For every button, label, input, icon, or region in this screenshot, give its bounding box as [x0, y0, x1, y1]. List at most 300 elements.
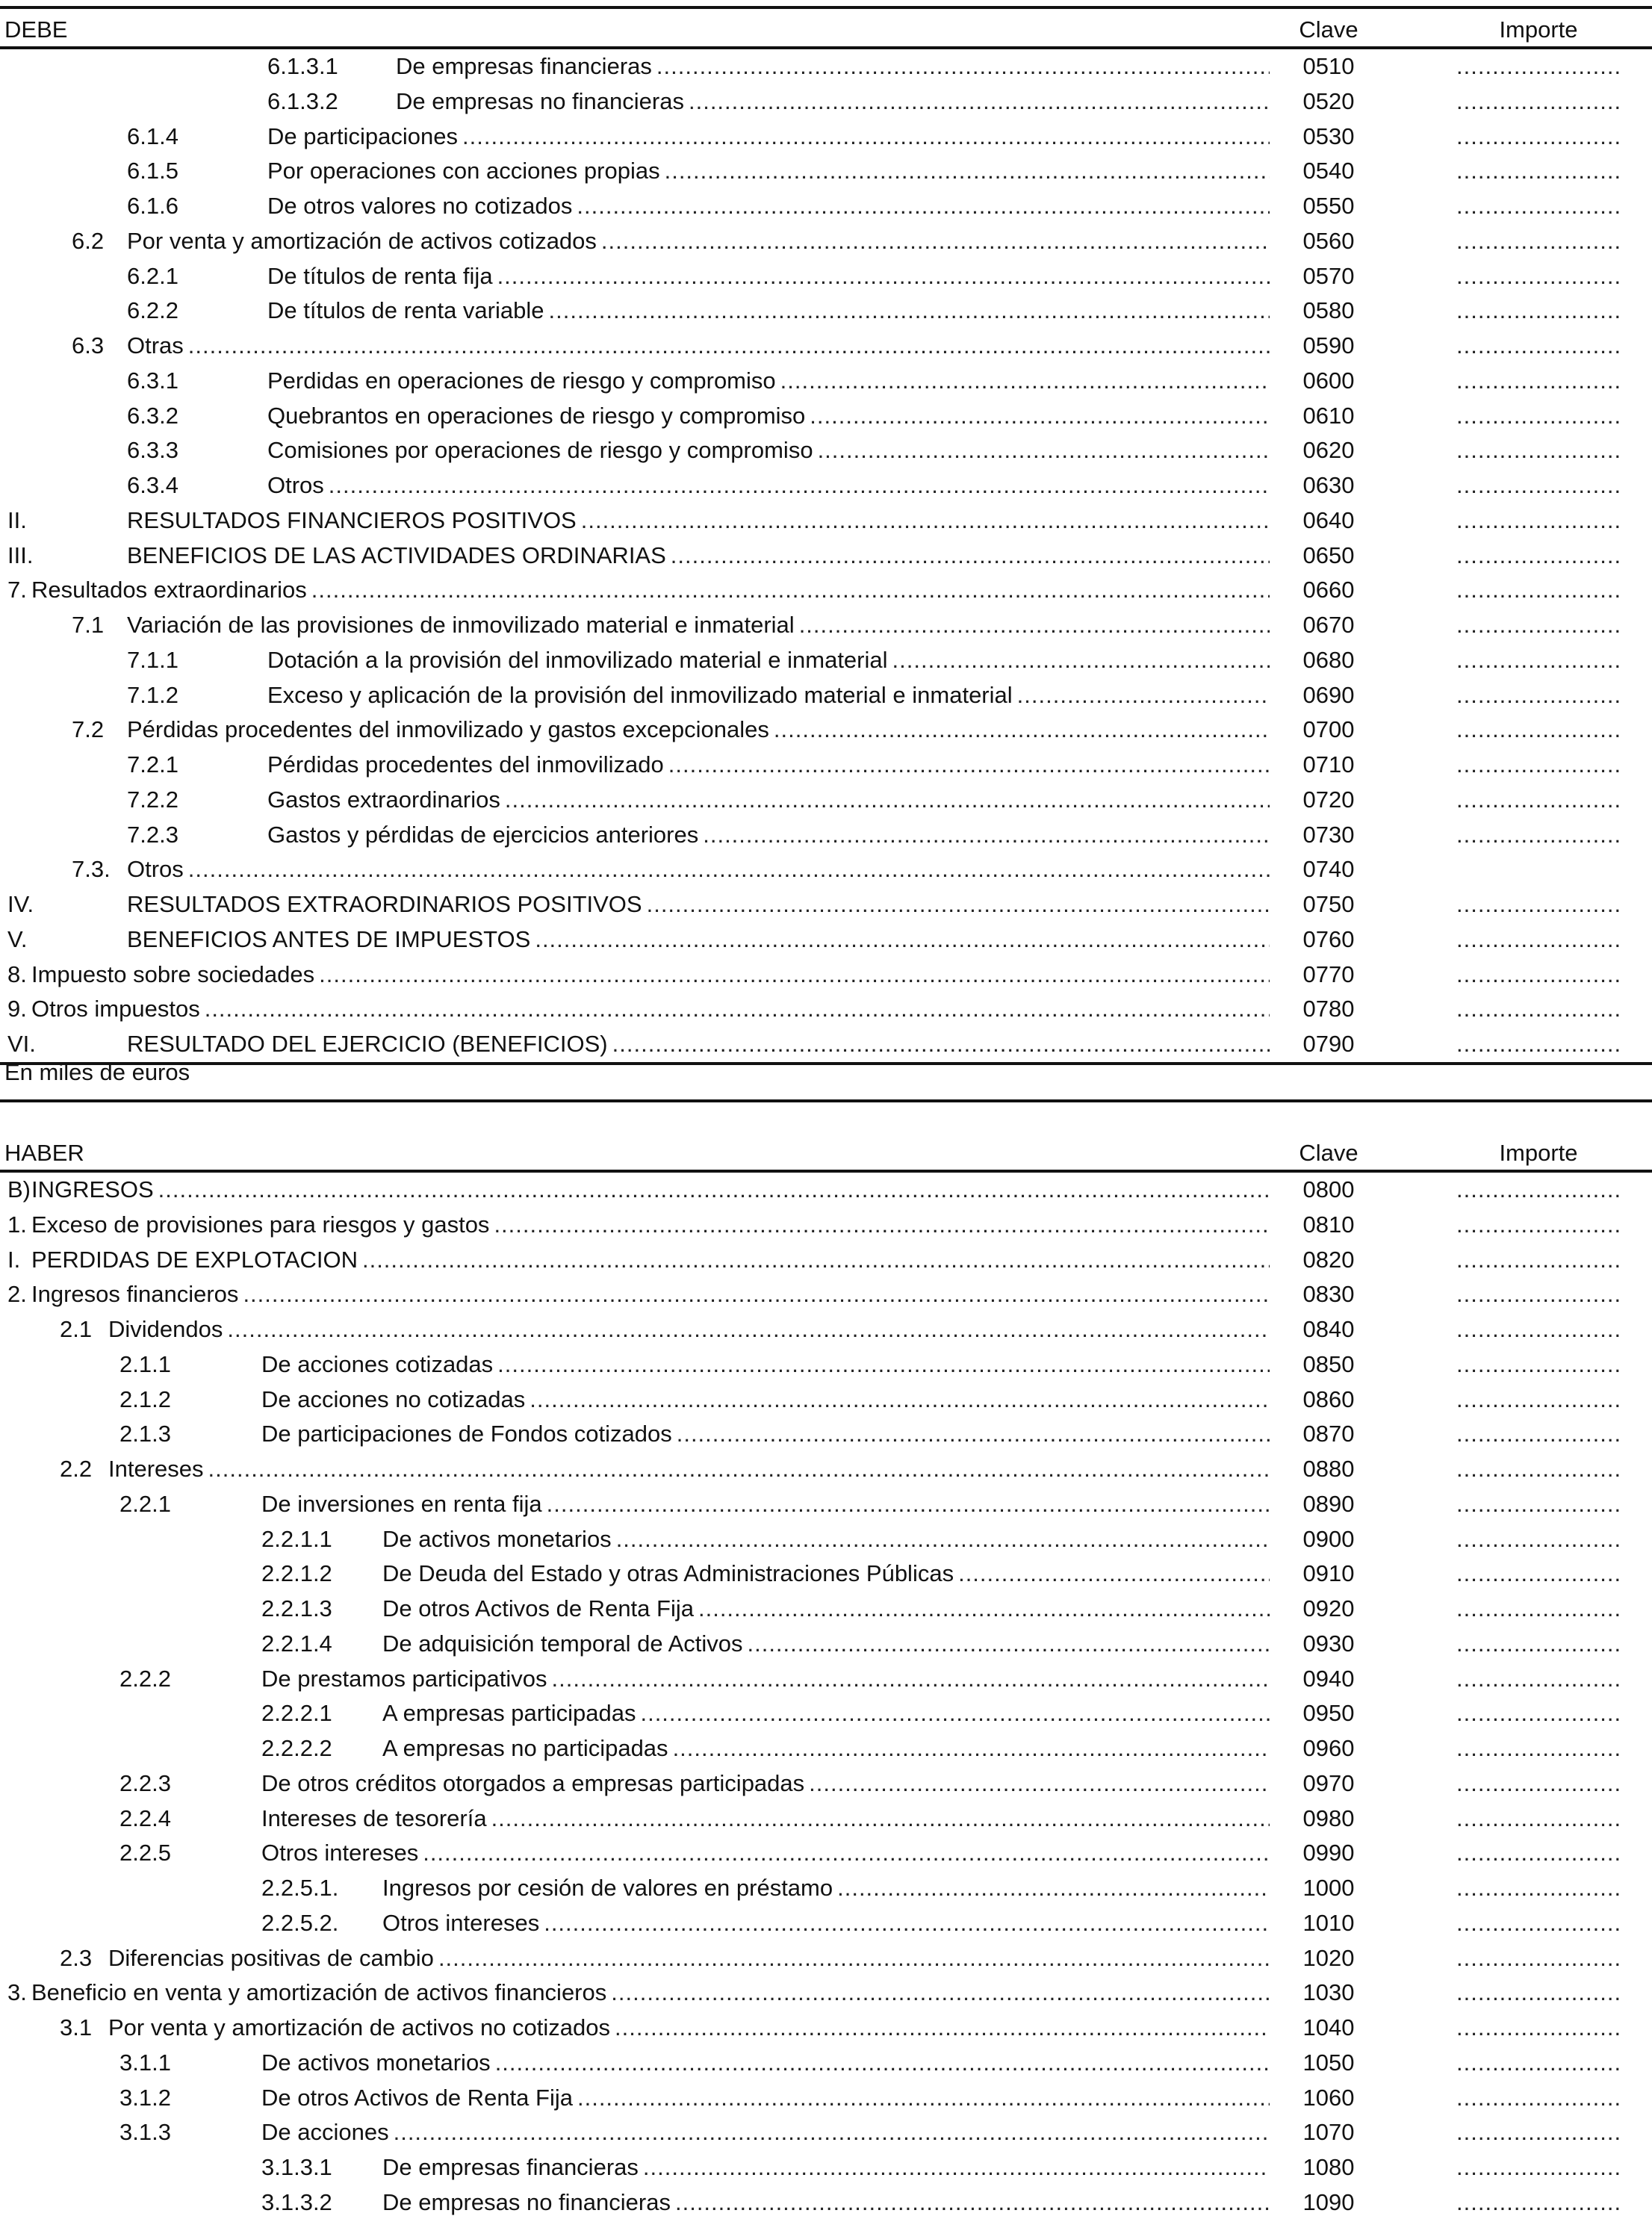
amount-field[interactable] — [1456, 2115, 1621, 2150]
row-number: 3. — [7, 1979, 27, 2006]
amount-field[interactable] — [1456, 1208, 1621, 1243]
row-label — [127, 922, 1270, 958]
row-number: 2.1.1 — [119, 1350, 171, 1377]
leader-dots — [494, 1208, 1270, 1243]
row-label-text: Otros — [127, 856, 184, 883]
table-row — [0, 2185, 1652, 2221]
amount-field[interactable] — [1456, 329, 1621, 364]
amount-field[interactable] — [1456, 468, 1621, 503]
table-row — [0, 608, 1652, 643]
leader-dots — [497, 1347, 1270, 1382]
row-label — [108, 2011, 1270, 2046]
table-row — [0, 783, 1652, 818]
row-label — [31, 1243, 1270, 1278]
row-code: 0800 — [1302, 1176, 1355, 1202]
leader-dots — [958, 1557, 1270, 1592]
leader-dots — [530, 1382, 1270, 1418]
row-label — [108, 1452, 1270, 1487]
row-code: 0740 — [1302, 856, 1355, 883]
amount-field[interactable] — [1456, 2011, 1621, 2046]
leader-dots — [809, 1766, 1270, 1802]
debe-title: DEBE — [4, 16, 68, 43]
table-row — [0, 1557, 1652, 1592]
row-number: 2.1 — [60, 1316, 93, 1342]
row-number: 7.2.1 — [127, 751, 178, 778]
leader-dots — [665, 154, 1270, 189]
leader-dots — [544, 1906, 1270, 1941]
table-row — [0, 1802, 1652, 1837]
row-label — [267, 818, 1270, 853]
row-code: 0560 — [1302, 227, 1355, 254]
row-label — [31, 958, 1270, 993]
table-row — [0, 1452, 1652, 1487]
row-code: 0700 — [1302, 716, 1355, 743]
row-label-text: Beneficio en venta y amortización de activos financieros — [31, 1979, 607, 2006]
row-code: 1050 — [1302, 2049, 1355, 2076]
row-number: 6.2.2 — [127, 297, 178, 324]
table-row — [0, 713, 1652, 748]
row-label — [382, 1871, 1270, 1906]
row-code: 0680 — [1302, 646, 1355, 673]
amount-field[interactable] — [1456, 1173, 1621, 1208]
table-row — [0, 818, 1652, 853]
row-number: 6.3 — [72, 332, 105, 359]
row-number: 2.1.3 — [119, 1421, 171, 1447]
table-row — [0, 1243, 1652, 1278]
row-label — [267, 433, 1270, 468]
amount-field[interactable] — [1456, 713, 1621, 748]
row-label-text: Otros impuestos — [31, 996, 200, 1022]
row-number: 7.3. — [72, 856, 111, 883]
leader-dots — [581, 503, 1270, 539]
row-label-text: De títulos de renta fija — [267, 262, 493, 289]
amount-field[interactable] — [1456, 958, 1621, 993]
row-label — [127, 887, 1270, 922]
row-label — [267, 294, 1270, 329]
leader-dots — [205, 992, 1270, 1027]
leader-dots — [647, 887, 1270, 922]
row-label-text: PERDIDAS DE EXPLOTACION — [31, 1246, 358, 1273]
row-number: 6.1.3.1 — [267, 53, 338, 79]
row-label-text: Diferencias positivas de cambio — [108, 1944, 434, 1971]
amount-field[interactable] — [1456, 433, 1621, 468]
row-code: 0890 — [1302, 1490, 1355, 1517]
amount-field[interactable] — [1456, 748, 1621, 783]
leader-dots — [497, 259, 1270, 294]
row-label-text: Pérdidas procedentes del inmovilizado — [267, 751, 664, 778]
row-label-text: De otros valores no cotizados — [267, 193, 573, 219]
row-label — [261, 1347, 1270, 1382]
row-code: 0930 — [1302, 1630, 1355, 1657]
table-row — [0, 1766, 1652, 1802]
row-code: 0540 — [1302, 158, 1355, 184]
row-label — [267, 399, 1270, 434]
amount-field[interactable] — [1456, 1312, 1621, 1347]
row-label-text: Por venta y amortización de activos no cotizados — [108, 2014, 611, 2041]
table-row — [0, 1731, 1652, 1766]
leader-dots — [810, 399, 1270, 434]
amount-field[interactable] — [1456, 364, 1621, 399]
row-number: 2.2.1.2 — [261, 1560, 332, 1587]
leader-dots — [438, 1941, 1270, 1976]
debe-col-importe: Importe — [1499, 16, 1578, 43]
amount-field[interactable] — [1456, 1557, 1621, 1592]
row-label — [267, 120, 1270, 155]
row-code: 0900 — [1302, 1525, 1355, 1552]
amount-field[interactable] — [1456, 1417, 1621, 1452]
row-code: 0640 — [1302, 506, 1355, 533]
table-row — [0, 1696, 1652, 1731]
amount-field[interactable] — [1456, 1487, 1621, 1522]
debe-section — [0, 9, 1652, 1065]
amount-field[interactable] — [1456, 992, 1621, 1027]
leader-dots — [673, 1731, 1270, 1766]
row-code: 0510 — [1302, 53, 1355, 79]
amount-field[interactable] — [1456, 1662, 1621, 1697]
row-code: 0630 — [1302, 472, 1355, 498]
leader-dots — [505, 783, 1270, 818]
row-label — [31, 1208, 1270, 1243]
row-label-text: Exceso de provisiones para riesgos y gastos — [31, 1211, 490, 1238]
haber-rows — [0, 1173, 1652, 2221]
table-row — [0, 1871, 1652, 1906]
leader-dots — [677, 1417, 1270, 1452]
row-code: 1010 — [1302, 1909, 1355, 1936]
table-row — [0, 503, 1652, 539]
amount-field[interactable] — [1456, 294, 1621, 329]
table-row — [0, 259, 1652, 294]
row-label-text: De Deuda del Estado y otras Administraciones Públicas — [382, 1560, 954, 1587]
table-row — [0, 1836, 1652, 1871]
row-number: 7.1 — [72, 612, 105, 638]
row-number: 6.1.5 — [127, 158, 178, 184]
leader-dots — [394, 2115, 1270, 2150]
row-label-text: De empresas no financieras — [396, 87, 684, 114]
row-code: 0710 — [1302, 751, 1355, 778]
row-number: 2.2.2 — [119, 1665, 171, 1692]
leader-dots — [227, 1312, 1270, 1347]
leader-dots — [535, 922, 1270, 958]
row-label — [261, 1382, 1270, 1418]
table-row — [0, 2046, 1652, 2081]
amount-field[interactable] — [1456, 399, 1621, 434]
table-row — [0, 1522, 1652, 1557]
row-label — [261, 1836, 1270, 1871]
amount-field[interactable] — [1456, 1382, 1621, 1418]
row-label — [261, 2081, 1270, 2116]
amount-field[interactable] — [1456, 1277, 1621, 1312]
row-label — [382, 1696, 1270, 1731]
row-number: 3.1.3.2 — [261, 2188, 332, 2215]
row-code: 0980 — [1302, 1804, 1355, 1831]
row-code: 0720 — [1302, 786, 1355, 813]
amount-field[interactable] — [1456, 259, 1621, 294]
row-label-text: Comisiones por operaciones de riesgo y compromiso — [267, 437, 813, 464]
row-label-text: Variación de las provisiones de inmovilizado material e inmaterial — [127, 612, 795, 638]
table-row — [0, 1347, 1652, 1382]
row-label-text: Exceso y aplicación de la provisión del inmovilizado material e inmaterial — [267, 681, 1013, 708]
amount-field[interactable] — [1456, 1731, 1621, 1766]
row-number: 2.2.2.1 — [261, 1700, 332, 1727]
row-label — [31, 1173, 1270, 1208]
leader-dots — [1017, 678, 1270, 713]
row-label — [267, 783, 1270, 818]
row-number: II. — [7, 506, 27, 533]
amount-field[interactable] — [1456, 783, 1621, 818]
amount-field[interactable] — [1456, 818, 1621, 853]
row-number: 2.2.1 — [119, 1490, 171, 1517]
amount-field[interactable] — [1456, 1522, 1621, 1557]
table-row — [0, 399, 1652, 434]
table-row — [0, 1382, 1652, 1418]
leader-dots — [643, 2150, 1270, 2185]
row-label-text: De otros Activos de Renta Fija — [382, 1595, 694, 1621]
amount-field[interactable] — [1456, 1592, 1621, 1627]
row-code: 0950 — [1302, 1700, 1355, 1727]
leader-dots — [616, 1522, 1270, 1557]
row-number: B) — [7, 1176, 31, 1202]
table-row — [0, 2115, 1652, 2150]
amount-field[interactable] — [1456, 503, 1621, 539]
table-row — [0, 1976, 1652, 2011]
leader-dots — [547, 1487, 1270, 1522]
table-row — [0, 120, 1652, 155]
row-number: 1. — [7, 1211, 27, 1238]
row-number: 7.1.1 — [127, 646, 178, 673]
row-label-text: De títulos de renta variable — [267, 297, 544, 324]
row-label-text: A empresas no participadas — [382, 1735, 668, 1761]
amount-field[interactable] — [1456, 1452, 1621, 1487]
leader-dots — [892, 643, 1270, 678]
table-row — [0, 573, 1652, 608]
row-number: 2. — [7, 1281, 27, 1308]
currency-note: En miles de euros — [4, 1059, 190, 1085]
row-label — [31, 573, 1270, 608]
row-label-text: De acciones no cotizadas — [261, 1385, 526, 1412]
haber-col-importe: Importe — [1499, 1140, 1578, 1166]
table-row — [0, 1662, 1652, 1697]
amount-field[interactable] — [1456, 1347, 1621, 1382]
amount-field[interactable] — [1456, 2046, 1621, 2081]
row-code: 0910 — [1302, 1560, 1355, 1587]
row-label-text: INGRESOS — [31, 1176, 154, 1202]
haber-title: HABER — [4, 1140, 84, 1166]
row-number: V. — [7, 925, 28, 952]
row-label-text: De acciones cotizadas — [261, 1350, 494, 1377]
leader-dots — [208, 1452, 1270, 1487]
leader-dots — [495, 2046, 1270, 2081]
amount-field[interactable] — [1456, 1027, 1621, 1062]
row-label — [382, 1522, 1270, 1557]
row-code: 1030 — [1302, 1979, 1355, 2006]
amount-field[interactable] — [1456, 2081, 1621, 2116]
amount-field[interactable] — [1456, 1243, 1621, 1278]
leader-dots — [462, 120, 1270, 155]
row-label-text: RESULTADO DEL EJERCICIO (BENEFICIOS) — [127, 1031, 608, 1057]
row-number: I. — [7, 1246, 21, 1273]
row-label-text: Ingresos financieros — [31, 1281, 239, 1308]
leader-dots — [799, 608, 1270, 643]
row-number: IV. — [7, 891, 34, 917]
row-code: 1080 — [1302, 2154, 1355, 2180]
row-label-text: Pérdidas procedentes del inmovilizado y gastos excepcionales — [127, 716, 769, 743]
amount-field[interactable] — [1456, 1836, 1621, 1871]
table-row — [0, 748, 1652, 783]
row-label-text: Quebrantos en operaciones de riesgo y compromiso — [267, 402, 806, 429]
row-label-text: Intereses de tesorería — [261, 1804, 487, 1831]
row-code: 0870 — [1302, 1421, 1355, 1447]
row-number: 2.2.1.1 — [261, 1525, 332, 1552]
row-number: 7.1.2 — [127, 681, 178, 708]
row-code: 0920 — [1302, 1595, 1355, 1621]
row-label — [31, 1277, 1270, 1312]
row-label — [267, 643, 1270, 678]
amount-field[interactable] — [1456, 1696, 1621, 1731]
leader-dots — [329, 468, 1270, 503]
row-label — [127, 852, 1270, 887]
leader-dots — [698, 1592, 1270, 1627]
row-label-text: De activos monetarios — [382, 1525, 612, 1552]
amount-field[interactable] — [1456, 643, 1621, 678]
amount-field[interactable] — [1456, 1627, 1621, 1662]
row-label — [261, 2046, 1270, 2081]
leader-dots — [552, 1662, 1270, 1697]
amount-field[interactable] — [1456, 887, 1621, 922]
row-code: 1000 — [1302, 1875, 1355, 1901]
amount-field[interactable] — [1456, 922, 1621, 958]
amount-field[interactable] — [1456, 608, 1621, 643]
table-row — [0, 364, 1652, 399]
row-number: 6.3.1 — [127, 367, 178, 394]
amount-field[interactable] — [1456, 224, 1621, 259]
row-code: 0730 — [1302, 821, 1355, 848]
row-code: 0830 — [1302, 1281, 1355, 1308]
amount-field[interactable] — [1456, 539, 1621, 574]
row-label — [382, 2185, 1270, 2221]
row-number: 6.3.2 — [127, 402, 178, 429]
leader-dots — [671, 539, 1270, 574]
amount-field[interactable] — [1456, 573, 1621, 608]
table-row — [0, 1173, 1652, 1208]
row-number: 2.2.1.3 — [261, 1595, 332, 1621]
leader-dots — [656, 49, 1270, 84]
table-row — [0, 49, 1652, 84]
amount-field[interactable] — [1456, 84, 1621, 120]
table-row — [0, 468, 1652, 503]
amount-field[interactable] — [1456, 1906, 1621, 1941]
row-label-text: De adquisición temporal de Activos — [382, 1630, 743, 1657]
amount-field[interactable] — [1456, 2185, 1621, 2221]
leader-dots — [423, 1836, 1270, 1871]
row-label — [108, 1941, 1270, 1976]
row-label-text: RESULTADOS FINANCIEROS POSITIVOS — [127, 506, 577, 533]
row-label-text: De inversiones en renta fija — [261, 1490, 542, 1517]
row-code: 0670 — [1302, 612, 1355, 638]
table-row — [0, 2081, 1652, 2116]
amount-field[interactable] — [1456, 120, 1621, 155]
leader-dots — [311, 573, 1270, 608]
row-code: 0580 — [1302, 297, 1355, 324]
row-code: 0520 — [1302, 87, 1355, 114]
row-label-text: Resultados extraordinarios — [31, 577, 307, 603]
leader-dots — [601, 224, 1270, 259]
row-code: 0810 — [1302, 1211, 1355, 1238]
table-row — [0, 887, 1652, 922]
amount-field[interactable] — [1456, 1871, 1621, 1906]
row-number: 7. — [7, 577, 27, 603]
row-label — [382, 1906, 1270, 1941]
row-label-text: BENEFICIOS ANTES DE IMPUESTOS — [127, 925, 531, 952]
amount-field[interactable] — [1456, 1941, 1621, 1976]
row-code: 0780 — [1302, 996, 1355, 1022]
leader-dots — [188, 329, 1270, 364]
row-label-text: De empresas financieras — [396, 53, 652, 79]
table-row — [0, 1208, 1652, 1243]
row-number: 2.2.5 — [119, 1840, 171, 1866]
table-row — [0, 678, 1652, 713]
row-label — [396, 49, 1270, 84]
row-label-text: Dotación a la provisión del inmovilizado material e inmaterial — [267, 646, 888, 673]
leader-dots — [319, 958, 1270, 993]
amount-field[interactable] — [1456, 2150, 1621, 2185]
row-label-text: Otras — [127, 332, 184, 359]
row-number: 7.2.2 — [127, 786, 178, 813]
amount-field[interactable] — [1456, 1976, 1621, 2011]
amount-field[interactable] — [1456, 49, 1621, 84]
row-label — [382, 1627, 1270, 1662]
row-label-text: Otros — [267, 472, 324, 498]
row-code: 0880 — [1302, 1456, 1355, 1482]
table-row — [0, 992, 1652, 1027]
row-number: 6.2.1 — [127, 262, 178, 289]
row-code: 0960 — [1302, 1735, 1355, 1761]
row-code: 0750 — [1302, 891, 1355, 917]
row-number: 3.1.3.1 — [261, 2154, 332, 2180]
row-label-text: De acciones — [261, 2119, 389, 2146]
row-number: III. — [7, 541, 34, 568]
row-code: 0850 — [1302, 1350, 1355, 1377]
row-label-text: Gastos extraordinarios — [267, 786, 500, 813]
leader-dots — [612, 1027, 1270, 1062]
row-label — [267, 748, 1270, 783]
row-code: 1060 — [1302, 2084, 1355, 2111]
debe-rows — [0, 49, 1652, 1062]
row-code: 0760 — [1302, 925, 1355, 952]
row-label — [267, 189, 1270, 224]
amount-field[interactable] — [1456, 189, 1621, 224]
amount-field[interactable] — [1456, 154, 1621, 189]
amount-field[interactable] — [1456, 1802, 1621, 1837]
row-number: 3.1.1 — [119, 2049, 171, 2076]
table-row — [0, 1417, 1652, 1452]
row-label — [261, 2115, 1270, 2150]
row-label-text: De empresas no financieras — [382, 2188, 671, 2215]
table-row — [0, 922, 1652, 958]
row-label-text: Por venta y amortización de activos cotizados — [127, 227, 597, 254]
row-number: 6.3.4 — [127, 472, 178, 498]
debe-bottom-rule — [0, 1062, 1652, 1065]
row-label-text: Otros intereses — [261, 1840, 419, 1866]
leader-dots — [577, 2081, 1270, 2116]
amount-field[interactable] — [1456, 678, 1621, 713]
amount-field[interactable] — [1456, 1766, 1621, 1802]
row-code: 1040 — [1302, 2014, 1355, 2041]
row-label-text: Impuesto sobre sociedades — [31, 961, 315, 987]
row-number: 2.2.1.4 — [261, 1630, 332, 1657]
row-label-text: De prestamos participativos — [261, 1665, 547, 1692]
row-code: 0990 — [1302, 1840, 1355, 1866]
row-number: 7.2.3 — [127, 821, 178, 848]
